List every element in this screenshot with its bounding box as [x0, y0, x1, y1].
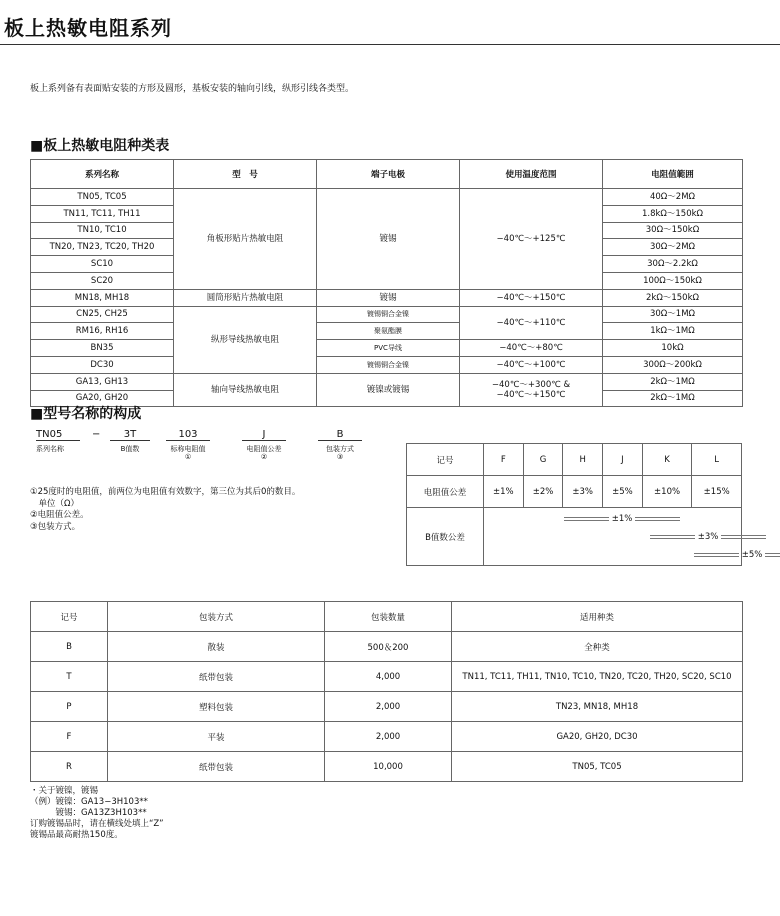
tol-cell: ±1%: [484, 476, 524, 508]
series-cell: SC20: [31, 272, 174, 289]
qty-cell: 500＆200: [325, 632, 452, 662]
table-row: [31, 306, 743, 323]
pn-label: [236, 445, 292, 461]
table-row: [407, 476, 742, 508]
dash-mark: [635, 517, 680, 521]
resistance-cell: 100Ω～150kΩ: [603, 272, 743, 289]
resistance-cell: 2kΩ～1MΩ: [603, 373, 743, 390]
row-header: B值数公差: [407, 508, 484, 566]
qty-cell: 2,000: [325, 722, 452, 752]
table-row: [31, 340, 743, 357]
packing-cell: 散装: [108, 632, 325, 662]
table-row: [31, 662, 743, 692]
resistance-cell: 1kΩ～1MΩ: [603, 323, 743, 340]
qty-cell: 4,000: [325, 662, 452, 692]
type-cell: 轴向导线热敏电阻: [174, 373, 317, 407]
bvalue-tol-5: [694, 550, 780, 560]
type-cell: 圆筒形贴片热敏电阻: [174, 289, 317, 306]
temp-cell: −40℃～+80℃: [460, 340, 603, 357]
series-cell: SC10: [31, 256, 174, 273]
resistance-cell: 40Ω～2MΩ: [603, 189, 743, 206]
packing-cell: 纸带包装: [108, 662, 325, 692]
tol-cell: ±2%: [523, 476, 563, 508]
table-row: [31, 356, 743, 373]
bvalue-tol-3: [650, 532, 766, 542]
dash-mark: [650, 535, 695, 539]
packing-cell: 纸带包装: [108, 752, 325, 782]
pn-dash: −: [92, 429, 101, 440]
resistance-cell: 1.8kΩ～150kΩ: [603, 205, 743, 222]
type-cell: 纵形导线热敏电阻: [174, 306, 317, 373]
col-header: 系列名称: [31, 160, 174, 189]
col-header: 适用种类: [452, 602, 743, 632]
table-row: [31, 289, 743, 306]
note-line: ・关于镀镍，镀锡: [30, 786, 99, 796]
note-line: 镀锡品最高耐热150度。: [30, 830, 123, 840]
pn-packing: B: [318, 429, 362, 441]
series-cell: TN11, TC11, TH11: [31, 205, 174, 222]
resistance-cell: 10kΩ: [603, 340, 743, 357]
series-cell: BN35: [31, 340, 174, 357]
table-row: [31, 692, 743, 722]
col-header: 型 号: [174, 160, 317, 189]
table-row: [31, 323, 743, 340]
applicable-cell: TN11, TC11, TH11, TN10, TC10, TN20, TC20, TH20, SC20, SC10: [452, 662, 743, 692]
section-title-types: ■板上热敏电阻种类表: [30, 138, 170, 154]
pn-label-num: ①: [184, 453, 192, 461]
row-header: 电阻值公差: [407, 476, 484, 508]
note-line: ②电阻值公差。: [30, 510, 89, 520]
code-cell: F: [484, 444, 524, 476]
table-row: [31, 752, 743, 782]
col-header: 记号: [31, 602, 108, 632]
note-line: 单位（Ω）: [30, 498, 79, 509]
title-rule: [0, 44, 780, 45]
tol-cell: ±3%: [563, 476, 603, 508]
note-line: （例）镀镍：GA13−3H103**: [30, 797, 148, 807]
electrode-cell: 镀锡: [317, 189, 460, 290]
table-row: [407, 508, 742, 566]
series-cell: GA20, GH20: [31, 390, 174, 407]
table-row: [31, 189, 743, 206]
tol-cell: ±10%: [642, 476, 692, 508]
packing-cell: 平装: [108, 722, 325, 752]
type-cell: 角板形贴片热敏电阻: [174, 189, 317, 290]
resistance-cell: 30Ω～150kΩ: [603, 222, 743, 239]
pn-label: B值数: [120, 445, 140, 453]
row-header: 记号: [407, 444, 484, 476]
code-cell: K: [642, 444, 692, 476]
tolerance-table: [406, 443, 763, 566]
applicable-cell: TN23, MN18, MH18: [452, 692, 743, 722]
temp-cell: −40℃～+110℃: [460, 306, 603, 340]
electrode-cell: 聚氨酯膜: [317, 323, 460, 340]
naming-notes: [30, 487, 300, 533]
applicable-cell: TN05, TC05: [452, 752, 743, 782]
pn-tolerance: J: [242, 429, 286, 441]
resistance-cell: 30Ω～2.2kΩ: [603, 256, 743, 273]
code-cell: R: [31, 752, 108, 782]
packing-cell: 塑料包装: [108, 692, 325, 722]
pn-label: [312, 445, 368, 461]
series-cell: RM16, RH16: [31, 323, 174, 340]
temp-cell: −40℃～+150℃: [460, 289, 603, 306]
note-line: ③包装方式。: [30, 521, 81, 532]
table-header-row: [31, 602, 743, 632]
pn-label: 系列名称: [36, 445, 64, 453]
bvalue-tol-text: ±5%: [741, 550, 763, 560]
note-line: 订购镀锡品时，请在横线处填上“Z”: [30, 819, 164, 829]
series-cell: GA13, GH13: [31, 373, 174, 390]
code-cell: B: [31, 632, 108, 662]
series-cell: TN10, TC10: [31, 222, 174, 239]
tol-cell: ±15%: [692, 476, 742, 508]
note-line: ①25度时的电阻值，前两位为电阻值有效数字，第三位为其后0的数目。: [30, 487, 301, 497]
tol-cell: ±5%: [603, 476, 643, 508]
pn-resistance: 103: [166, 429, 210, 441]
applicable-cell: 全种类: [452, 632, 743, 662]
series-cell: TN05, TC05: [31, 189, 174, 206]
col-header: 端子电极: [317, 160, 460, 189]
pn-label: [160, 445, 216, 461]
temp-line: −40℃～+150℃: [496, 390, 566, 401]
note-line: 镀锡：GA13Z3H103**: [30, 808, 147, 818]
plating-notes: [30, 786, 163, 841]
table-row: [407, 444, 742, 476]
code-cell: L: [692, 444, 742, 476]
pn-label-num: ③: [336, 453, 344, 461]
bvalue-tol-cell: [484, 508, 763, 566]
col-header: 电阻值範囲: [603, 160, 743, 189]
resistance-cell: 2kΩ～150kΩ: [603, 289, 743, 306]
series-cell: CN25, CH25: [31, 306, 174, 323]
table-row: [31, 632, 743, 662]
table-row: [31, 373, 743, 390]
page-title: 板上热敏电阻系列: [4, 16, 172, 40]
pn-label-text: 标称电阻值: [170, 445, 206, 453]
dash-mark: [765, 553, 780, 557]
pn-label-num: ②: [260, 453, 268, 461]
intro-text: 板上系列备有表面贴安装的方形及圆形，基板安装的轴向引线，纵形引线各类型。: [30, 84, 355, 94]
dash-mark: [721, 535, 766, 539]
resistance-cell: 2kΩ～1MΩ: [603, 390, 743, 407]
series-cell: TN20, TN23, TC20, TH20: [31, 239, 174, 256]
resistance-cell: 30Ω～2MΩ: [603, 239, 743, 256]
col-header: 包装方式: [108, 602, 325, 632]
bvalue-tol-1: [564, 514, 680, 524]
code-cell: F: [31, 722, 108, 752]
code-cell: P: [31, 692, 108, 722]
table-row: [31, 722, 743, 752]
dash-mark: [564, 517, 609, 521]
electrode-cell: 镀锡: [317, 289, 460, 306]
series-cell: DC30: [31, 356, 174, 373]
resistance-cell: 300Ω～200kΩ: [603, 356, 743, 373]
pn-label-text: 包装方式: [326, 445, 354, 453]
electrode-cell: 镀锡铜合金镍: [317, 306, 460, 323]
electrode-cell: PVC导线: [317, 340, 460, 357]
section-title-naming: ■型号名称的构成: [30, 406, 142, 422]
bvalue-tol-text: ±1%: [611, 514, 633, 524]
qty-cell: 2,000: [325, 692, 452, 722]
types-table: [30, 159, 743, 407]
series-cell: MN18, MH18: [31, 289, 174, 306]
electrode-cell: 镀锡铜合金镍: [317, 356, 460, 373]
packing-table: [30, 601, 743, 782]
temp-cell: −40℃～+125℃: [460, 189, 603, 290]
dash-mark: [694, 553, 739, 557]
temp-cell: −40℃～+100℃: [460, 356, 603, 373]
bvalue-tol-text: ±3%: [697, 532, 719, 542]
col-header: 包装数量: [325, 602, 452, 632]
applicable-cell: GA20, GH20, DC30: [452, 722, 743, 752]
qty-cell: 10,000: [325, 752, 452, 782]
code-cell: J: [603, 444, 643, 476]
resistance-cell: 30Ω～1MΩ: [603, 306, 743, 323]
table-header-row: [31, 160, 743, 189]
pn-label-text: 电阻值公差: [246, 445, 282, 453]
code-cell: H: [563, 444, 603, 476]
pn-bvalue: 3T: [110, 429, 150, 441]
code-cell: G: [523, 444, 563, 476]
code-cell: T: [31, 662, 108, 692]
temp-cell: [460, 373, 603, 407]
col-header: 使用温度范围: [460, 160, 603, 189]
pn-series: TN05: [36, 429, 80, 441]
temp-line: −40℃～+300℃ &: [491, 380, 571, 391]
electrode-cell: 镀镍或镀锡: [317, 373, 460, 407]
